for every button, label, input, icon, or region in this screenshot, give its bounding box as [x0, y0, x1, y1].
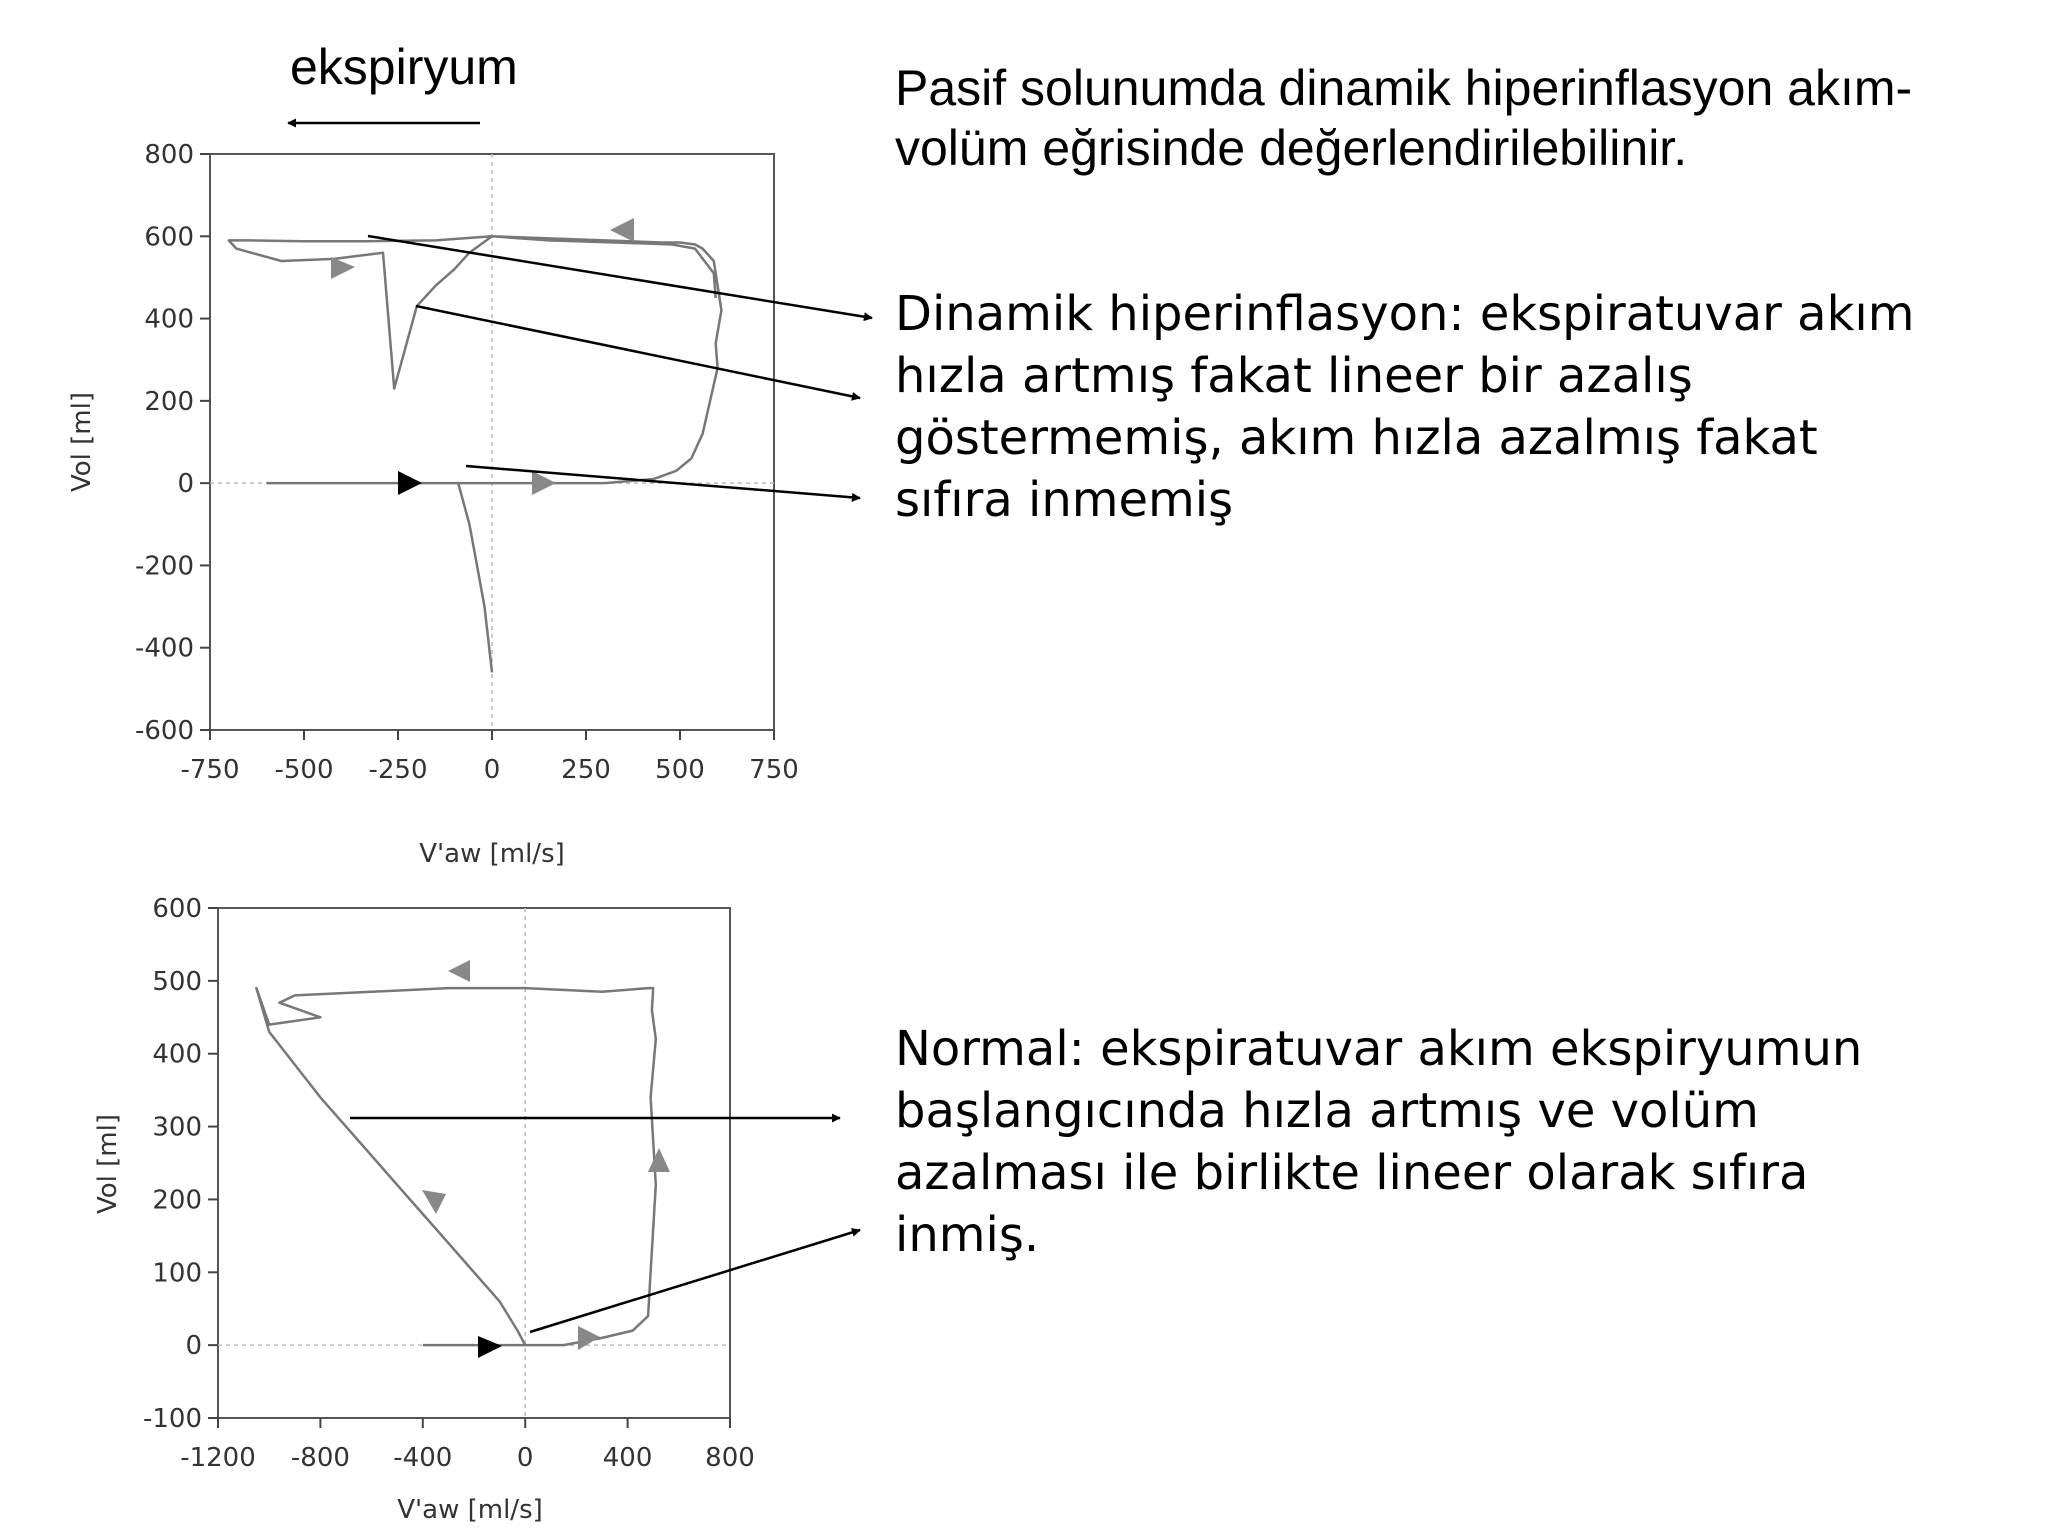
y-tick-label: 500: [152, 966, 202, 997]
y-tick-label: -600: [134, 716, 194, 746]
x-axis-ticks: [180, 730, 798, 785]
flow-volume-trace: [256, 988, 655, 1345]
x-tick-label: 0: [483, 755, 501, 785]
series-group: [229, 236, 722, 672]
y-tick-label: 100: [152, 1258, 202, 1289]
normal-note: [895, 1018, 2005, 1266]
x-tick-label: 800: [705, 1443, 755, 1473]
x-tick-label: 500: [655, 755, 705, 785]
y-axis-label: Vol [ml]: [93, 1113, 123, 1215]
y-tick-label: 0: [185, 1331, 202, 1362]
flow-direction-marker: [648, 1148, 670, 1172]
note-line: azalması ile birlikte lineer olarak sıfıra: [895, 1145, 1809, 1201]
y-axis-ticks: [143, 894, 218, 1434]
x-tick-label: -750: [180, 755, 240, 785]
y-tick-label: 0: [177, 469, 194, 500]
y-tick-label: 200: [152, 1185, 202, 1216]
flow-direction-marker: [610, 218, 634, 242]
x-axis-label: V'aw [ml/s]: [419, 839, 565, 869]
chart-normal: [93, 894, 755, 1525]
passive-note: [895, 58, 2005, 178]
x-tick-label: 750: [749, 755, 799, 785]
annotation-arrow: [530, 1230, 860, 1332]
note-line: volüm eğrisinde değerlendirilebilinir.: [895, 120, 1688, 176]
x-tick-label: 250: [561, 755, 611, 785]
x-tick-label: -400: [393, 1443, 453, 1473]
y-axis-ticks: [135, 140, 210, 746]
y-tick-label: 800: [144, 140, 194, 170]
note-line: sıfıra inmemiş: [895, 472, 1234, 528]
x-tick-label: 0: [516, 1443, 534, 1473]
x-tick-label: 400: [602, 1443, 653, 1473]
y-tick-label: 600: [144, 222, 194, 253]
flow-direction-marker: [478, 1336, 502, 1358]
x-tick-label: -800: [290, 1443, 350, 1473]
flow-direction-marker: [331, 257, 355, 279]
y-tick-label: 300: [152, 1112, 202, 1143]
x-tick-label: -500: [274, 755, 334, 785]
note-line: hızla artmış fakat lineer bir azalış: [895, 348, 1693, 404]
expiration-label: ekspiryum: [290, 39, 518, 95]
note-line: Dinamik hiperinflasyon: ekspiratuvar akım: [895, 286, 1915, 342]
y-tick-label: 400: [152, 1039, 202, 1070]
flow-direction-marker: [398, 471, 422, 495]
flow-volume-trace: [458, 483, 492, 672]
flow-direction-marker: [448, 960, 470, 982]
flow-volume-trace: [229, 236, 722, 483]
flow-direction-marker: [532, 471, 556, 495]
y-tick-label: -400: [134, 633, 194, 664]
flow-direction-marker: [422, 1190, 446, 1214]
note-line: göstermemiş, akım hızla azalmış fakat: [895, 410, 1818, 466]
note-line: Normal: ekspiratuvar akım ekspiryumun: [895, 1021, 1863, 1077]
x-axis-ticks: [180, 1418, 755, 1473]
y-tick-label: -100: [142, 1404, 202, 1434]
flow-direction-marker: [578, 1326, 600, 1350]
y-tick-label: 400: [144, 304, 194, 335]
y-tick-label: 600: [152, 894, 202, 924]
y-axis-label: Vol [ml]: [67, 391, 97, 493]
note-line: inmiş.: [895, 1207, 1040, 1263]
y-tick-label: 200: [144, 386, 194, 417]
note-line: Pasif solunumda dinamik hiperinflasyon akım-: [895, 60, 1913, 116]
annotation-arrow: [416, 306, 860, 398]
series-group: [256, 988, 655, 1345]
dynamic-hyperinflation-note: [895, 283, 2005, 531]
annotation-arrow: [368, 236, 872, 318]
x-tick-label: -1200: [180, 1443, 256, 1473]
note-line: başlangıcında hızla artmış ve volüm: [895, 1083, 1759, 1139]
chart-dynamic-hyperinflation: [67, 140, 799, 869]
y-tick-label: -200: [134, 551, 194, 582]
x-tick-label: -250: [368, 755, 428, 785]
x-axis-label: V'aw [ml/s]: [397, 1495, 543, 1525]
